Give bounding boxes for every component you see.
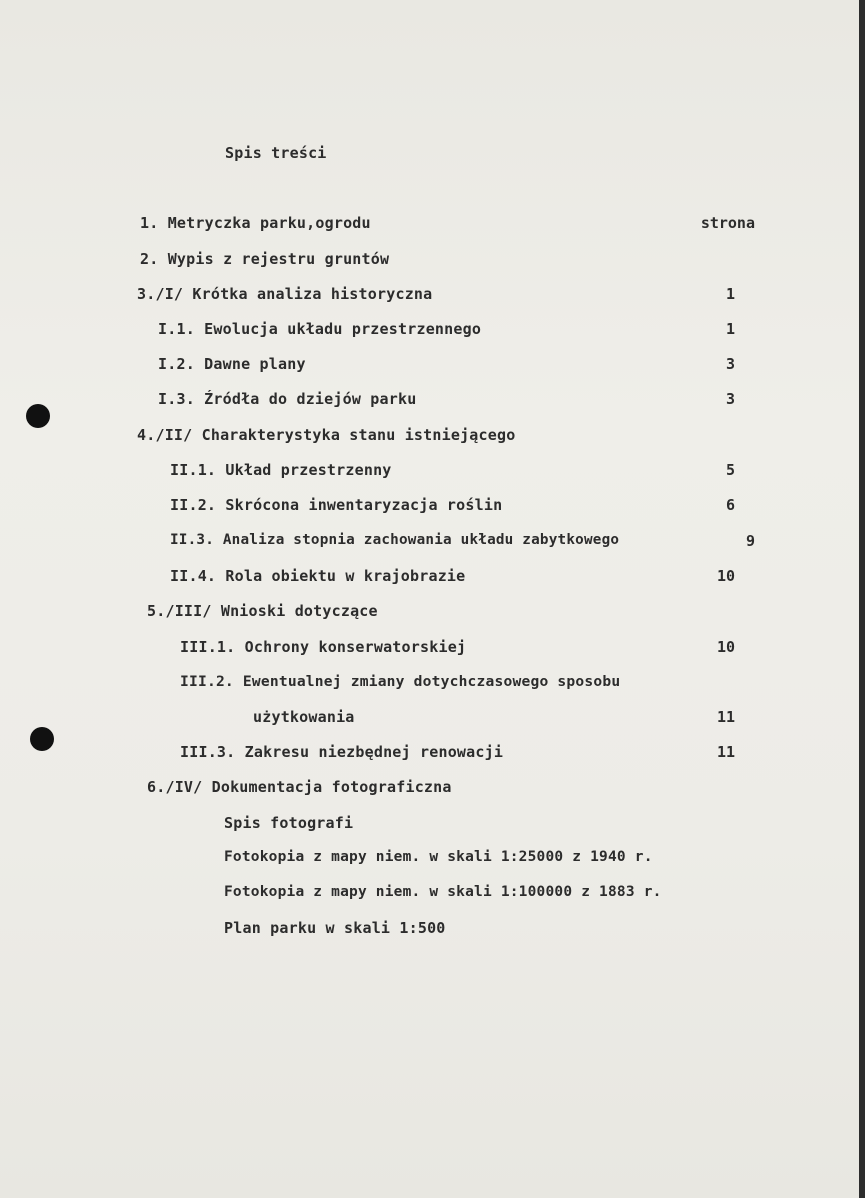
- toc-page-number: 10: [716, 638, 735, 656]
- page-title: Spis treści: [225, 144, 327, 162]
- toc-page-number: 3: [725, 355, 735, 373]
- toc-entry: I.3. Źródła do dziejów parku: [158, 390, 417, 408]
- toc-entry: I.1. Ewolucja układu przestrzennego: [158, 320, 482, 338]
- toc-entry: II.2. Skrócona inwentaryzacja roślin: [170, 496, 503, 514]
- toc-page-number: 6: [725, 496, 735, 514]
- toc-entry: Spis fotografi: [224, 814, 354, 832]
- page-column-header: strona: [700, 214, 755, 232]
- toc-page-number: 1: [725, 285, 735, 303]
- toc-page-number: 11: [716, 743, 735, 761]
- toc-entry: III.3. Zakresu niezbędnej renowacji: [180, 743, 504, 761]
- toc-entry: II.4. Rola obiektu w krajobrazie: [170, 567, 466, 585]
- toc-entry: 5./III/ Wnioski dotyczące: [147, 602, 378, 620]
- toc-page-number: 3: [725, 390, 735, 408]
- punch-hole-top: [26, 404, 50, 428]
- toc-entry: 2. Wypis z rejestru gruntów: [140, 250, 390, 268]
- toc-entry: I.2. Dawne plany: [158, 355, 306, 373]
- punch-hole-bottom: [30, 727, 54, 751]
- toc-entry: III.2. Ewentualnej zmiany dotychczasowego sposobu: [180, 673, 621, 690]
- toc-entry: użytkowania: [253, 708, 355, 726]
- toc-entry: III.1. Ochrony konserwatorskiej: [180, 638, 467, 656]
- toc-entry: 6./IV/ Dokumentacja fotograficzna: [147, 778, 452, 796]
- toc-entry: 1. Metryczka parku,ogrodu: [140, 214, 371, 232]
- toc-entry: II.1. Układ przestrzenny: [170, 461, 392, 479]
- toc-entry: Plan parku w skali 1:500: [224, 919, 446, 937]
- toc-page-number: 5: [725, 461, 735, 479]
- scan-edge: [859, 0, 865, 1198]
- toc-page-number: 10: [716, 567, 735, 585]
- toc-page-number: 1: [725, 320, 735, 338]
- toc-entry: 3./I/ Krótka analiza historyczna: [137, 285, 433, 303]
- toc-entry: Fotokopia z mapy niem. w skali 1:25000 z 1940 r.: [224, 849, 653, 865]
- toc-page-number: 11: [716, 708, 735, 726]
- toc-entry: Fotokopia z mapy niem. w skali 1:100000 z 1883 r.: [224, 884, 662, 900]
- toc-entry: 4./II/ Charakterystyka stanu istniejącego: [137, 426, 516, 444]
- toc-entry: II.3. Analiza stopnia zachowania układu zabytkowego: [170, 532, 620, 548]
- toc-page-number: 9: [745, 532, 755, 550]
